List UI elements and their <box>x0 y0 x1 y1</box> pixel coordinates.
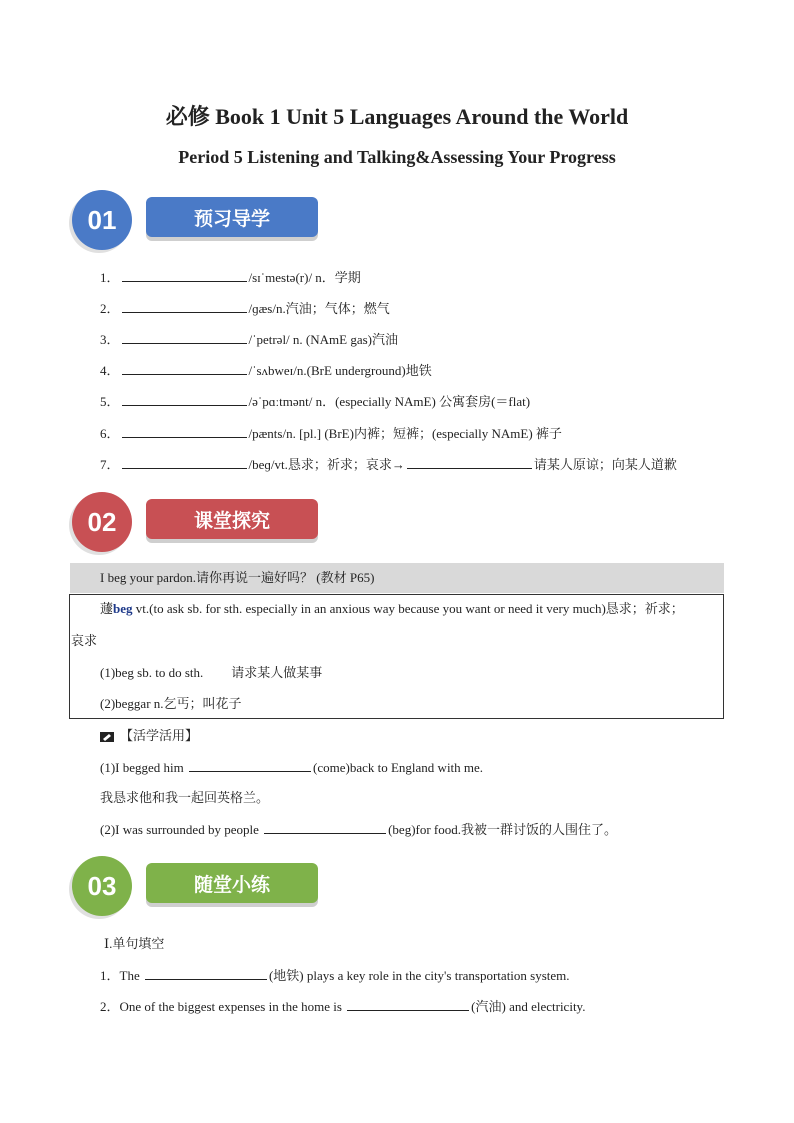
answer-blank[interactable] <box>122 330 247 344</box>
answer-blank[interactable] <box>122 455 247 469</box>
exercise-question-1: 1．The (地铁) plays a key role in the city's transportation system. <box>100 968 570 983</box>
vocab-item-7: 7． /beɡ/vt.恳求；祈求；哀求→ 请某人原谅；向某人道歉 <box>100 457 677 472</box>
practice-heading: 【活学活用】 <box>100 727 198 745</box>
practice-item-1: (1)I begged him (come)back to England with me. <box>100 760 484 775</box>
answer-blank[interactable] <box>189 758 311 772</box>
answer-blank[interactable] <box>122 361 247 375</box>
usage-2: (2)beggar n.乞丐；叫花子 <box>100 696 242 711</box>
practice-item-1-translation: 我恳求他和我一起回英格兰。 <box>100 790 270 805</box>
document-title: 必修 Book 1 Unit 5 Languages Around the World <box>165 104 629 129</box>
vocab-item-5: 5． /əˈpɑːtmənt/ n．(especially NAmE) 公寓套房(＝flat) <box>100 394 531 409</box>
vocab-item-2: 2． /ɡæs/n.汽油；气体；燃气 <box>100 301 390 316</box>
vocab-item-1: 1． /sɪˈmestə(r)/ n．学期 <box>100 270 361 285</box>
section-number-01: 01 <box>72 190 132 250</box>
document-subtitle: Period 5 Listening and Talking&Assessing Your Progress <box>178 147 616 167</box>
vocab-item-6: 6． /pænts/n. [pl.] (BrE)内裤；短裤；(especially NAmE) 裤子 <box>100 426 562 441</box>
answer-blank[interactable] <box>347 997 469 1011</box>
answer-blank[interactable] <box>122 424 247 438</box>
exercise-question-2: 2．One of the biggest expenses in the home is (汽油) and electricity. <box>100 999 586 1014</box>
usage-1: (1)beg sb. to do sth. 请求某人做某事 <box>100 665 323 680</box>
section-banner-preview: 预习导学 <box>146 197 318 237</box>
definition-line: 蘧beg vt.(to ask sb. for sth. especially in an anxious way because you want or need it very much)恳求；祈求； <box>100 601 684 616</box>
marker-icon: 蘧 <box>100 601 114 616</box>
practice-item-2: (2)I was surrounded by people (beg)for food.我被一群讨饭的人围住了。 <box>100 822 618 837</box>
answer-blank[interactable] <box>122 268 247 282</box>
vocab-item-3: 3． /ˈpetrəl/ n. (NAmE gas)汽油 <box>100 332 398 347</box>
section-number-03: 03 <box>72 856 132 916</box>
vocab-item-4: 4． /ˈsʌbweɪ/n.(BrE underground)地铁 <box>100 363 432 378</box>
section-number-02: 02 <box>72 492 132 552</box>
section-banner-explore: 课堂探究 <box>146 499 318 539</box>
answer-blank[interactable] <box>264 820 386 834</box>
pencil-icon <box>100 732 114 742</box>
answer-blank[interactable] <box>407 455 532 469</box>
answer-blank[interactable] <box>145 966 267 980</box>
exercise-heading: Ⅰ.单句填空 <box>104 936 165 951</box>
section-banner-practice: 随堂小练 <box>146 863 318 903</box>
answer-blank[interactable] <box>122 299 247 313</box>
answer-blank[interactable] <box>122 392 247 406</box>
definition-continued: 哀求 <box>71 633 98 648</box>
example-sentence: I beg your pardon.请你再说一遍好吗？ (教材 P65) <box>100 570 375 585</box>
